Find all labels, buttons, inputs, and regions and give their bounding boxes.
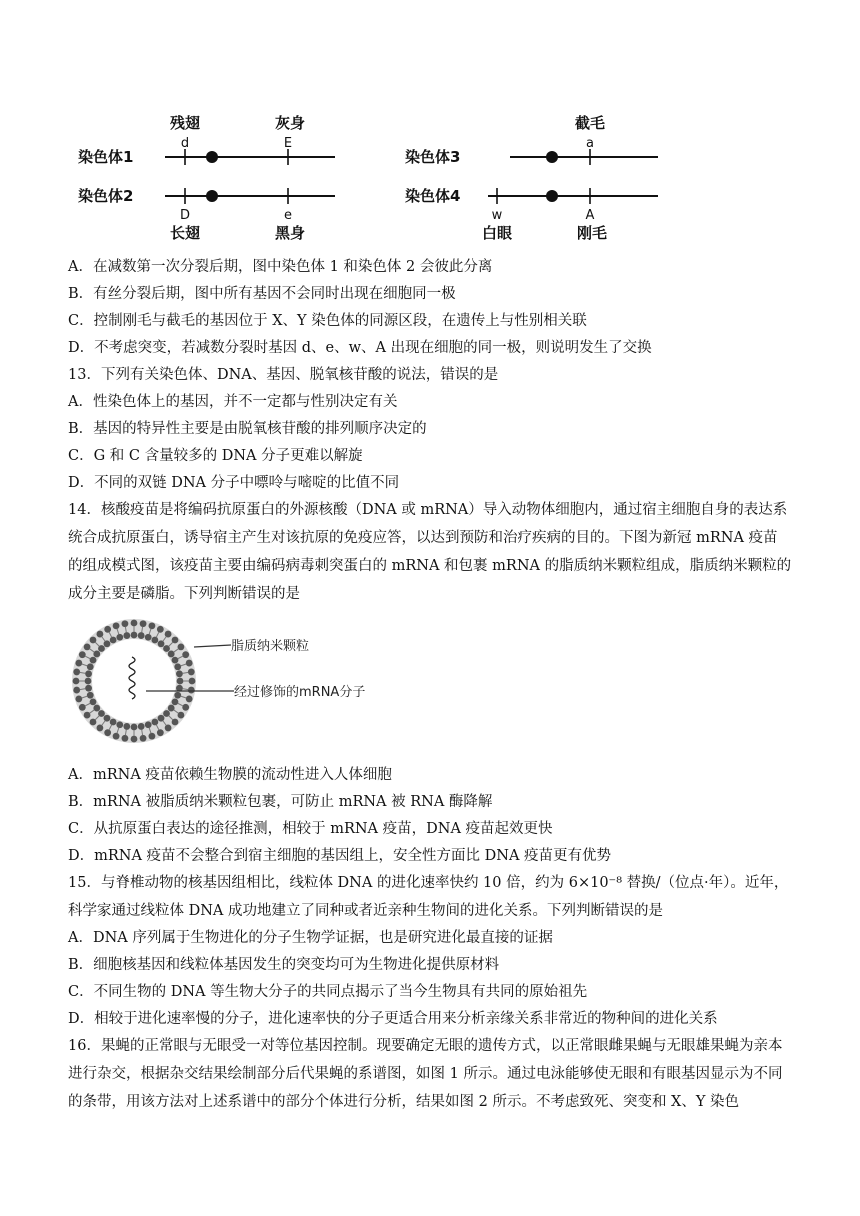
q13-option-a: A．性染色体上的基因，并不一定都与性别决定有关	[68, 394, 398, 410]
q15-option-d: D．相较于进化速率慢的分子，进化速率快的分子更适合用来分析亲缘关系非常近的物种间的进化关系	[68, 1011, 718, 1027]
chrom2-e-bottom: 黑身	[274, 224, 306, 242]
chrom1-E-top: 灰身	[274, 114, 306, 132]
chrom1-E-letter: E	[283, 136, 293, 151]
chrom4-w-letter: w	[491, 208, 503, 223]
chromosome-figure	[60, 95, 800, 255]
chrom4-A-bottom: 刚毛	[576, 224, 608, 242]
chrom2-D-bottom: 长翅	[169, 224, 201, 242]
q12-option-c: C．控制刚毛与截毛的基因位于 X、Y 染色体的同源区段，在遗传上与性别相关联	[68, 313, 587, 329]
chrom1-d-letter: d	[180, 136, 190, 151]
q13-stem: 13．下列有关染色体、DNA、基因、脱氧核苷酸的说法，错误的是	[68, 367, 499, 383]
q15-option-b: B．细胞核基因和线粒体基因发生的突变均可为生物进化提供原材料	[68, 957, 500, 973]
q13-option-b: B．基因的特异性主要是由脱氧核苷酸的排列顺序决定的	[68, 421, 427, 437]
mrna-label: 经过修饰的mRNA分子	[234, 685, 366, 700]
q15-option-c: C．不同生物的 DNA 等生物大分子的共同点揭示了当今生物具有共同的原始祖先	[68, 984, 588, 1000]
chrom3-a-letter: a	[586, 136, 594, 151]
chrom2-e-letter: e	[284, 208, 292, 223]
q16-stem: 16．果蝇的正常眼与无眼受一对等位基因控制。现要确定无眼的遗传方式，以正常眼雌果蝇与无眼雄果蝇为亲本进行杂交，根据杂交结果绘制部分后代果蝇的系谱图，如图 1 所示。通过电泳能够使无眼和有眼基因显示为不同的条带，用该方法对上述系谱中的部分个体进行分析，结果如图 2 所示。不考虑致死、突变和 X、Y 染色	[68, 1038, 783, 1110]
chrom1-label: 染色体1	[78, 148, 134, 166]
q14-option-d: D．mRNA 疫苗不会整合到宿主细胞的基因组上，安全性方面比 DNA 疫苗更有优势	[68, 848, 612, 864]
q15-stem: 15．与脊椎动物的核基因组相比，线粒体 DNA 的进化速率快约 10 倍，约为 6×10⁻⁸ 替换/（位点·年）。近年，科学家通过线粒体 DNA 成功地建立了同种或者近亲种生物间的进化关系。下列判断错误的是	[68, 875, 789, 919]
q13-option-c: C．G 和 C 含量较多的 DNA 分子更难以解旋	[68, 448, 363, 464]
chrom3-a-top: 截毛	[574, 114, 606, 132]
q12-option-d: D．不考虑突变，若减数分裂时基因 d、e、w、A 出现在细胞的同一极，则说明发生了交换	[68, 340, 652, 356]
lipid-nanoparticle-figure	[66, 605, 386, 755]
chrom4-label: 染色体4	[405, 187, 461, 205]
q14-option-a: A．mRNA 疫苗依赖生物膜的流动性进入人体细胞	[68, 767, 392, 783]
chrom3-label: 染色体3	[405, 148, 461, 166]
q12-option-b: B．有丝分裂后期，图中所有基因不会同时出现在细胞同一极	[68, 286, 456, 302]
chrom4-A-letter: A	[585, 208, 595, 223]
chrom2-label: 染色体2	[78, 187, 134, 205]
q15-option-a: A．DNA 序列属于生物进化的分子生物学证据，也是研究进化最直接的证据	[68, 930, 553, 946]
q14-option-b: B．mRNA 被脂质纳米颗粒包裹，可防止 mRNA 被 RNA 酶降解	[68, 794, 493, 810]
q13-option-d: D．不同的双链 DNA 分子中嘌呤与嘧啶的比值不同	[68, 475, 400, 491]
q14-stem: 14．核酸疫苗是将编码抗原蛋白的外源核酸（DNA 或 mRNA）导入动物体细胞内，通过宿主细胞自身的表达系统合成抗原蛋白，诱导宿主产生对该抗原的免疫应答，以达到预防和治疗疾病的目的。下图为新冠 mRNA 疫苗的组成模式图，该疫苗主要由编码病毒刺突蛋白的 mRNA 和包裹 mRNA 的脂质纳米颗粒组成，脂质纳米颗粒的成分主要是磷脂。下列判断错误的是	[68, 502, 792, 602]
chrom2-D-letter: D	[179, 208, 191, 223]
chrom4-w-bottom: 白眼	[481, 224, 513, 242]
q14-option-c: C．从抗原蛋白表达的途径推测，相较于 mRNA 疫苗，DNA 疫苗起效更快	[68, 821, 553, 837]
chrom1-d-top: 残翅	[169, 114, 201, 132]
q12-option-a: A．在减数第一次分裂后期，图中染色体 1 和染色体 2 会彼此分离	[68, 259, 493, 275]
lnp-label: 脂质纳米颗粒	[231, 639, 310, 654]
